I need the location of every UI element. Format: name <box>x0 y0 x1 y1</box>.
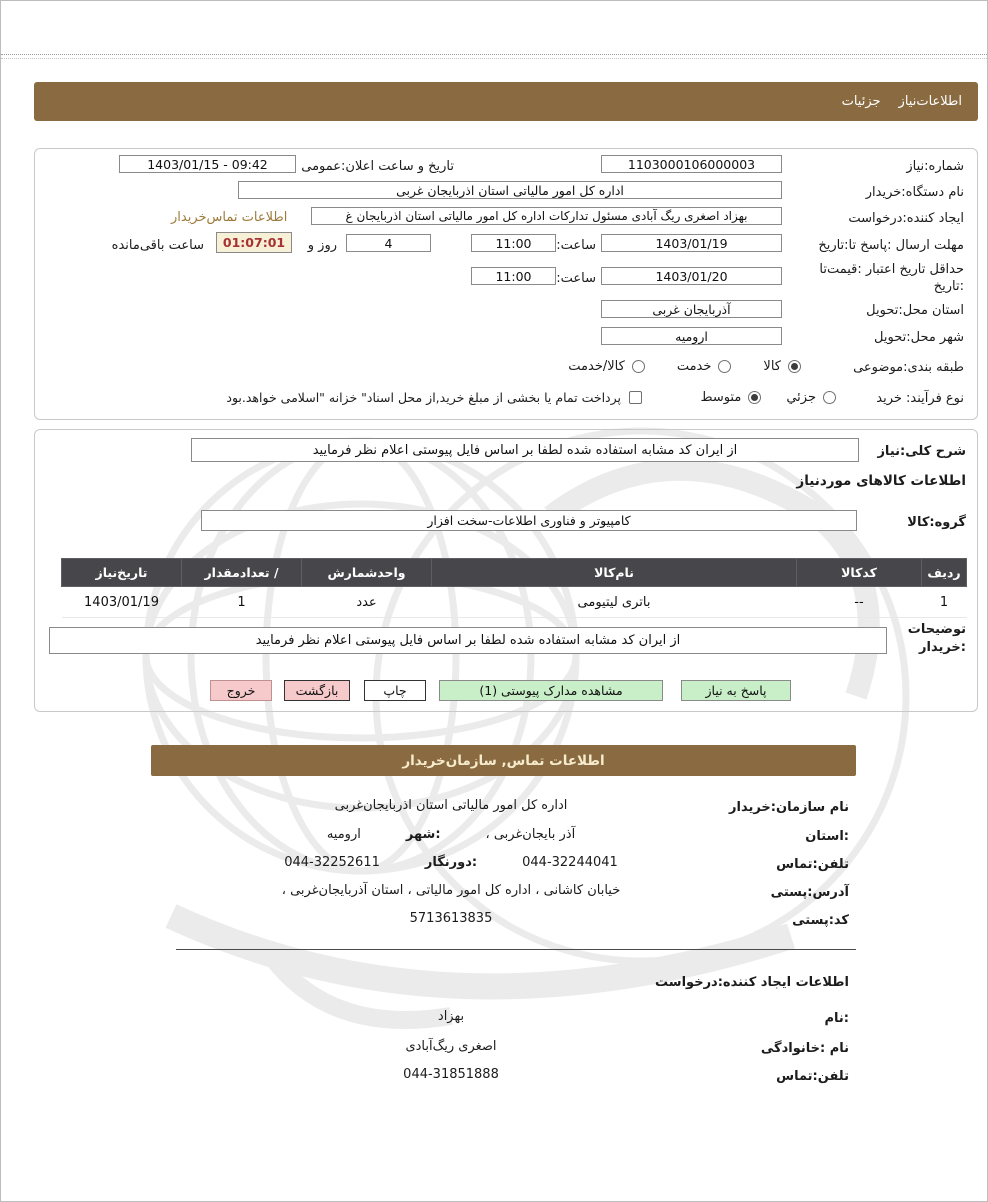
contact-section-header <box>151 745 856 776</box>
radio-icon[interactable] <box>788 360 801 373</box>
deadline-date-value: 1403/01/19 <box>655 235 728 251</box>
deadline-time-value: 11:00 <box>495 235 532 251</box>
contact-phone-label: تلفن:تماس <box>776 857 849 872</box>
delivery-province-label: استان محل:تحویل <box>866 303 964 318</box>
cell-unit: عدد <box>302 587 432 618</box>
contact-fax-value: 044-32252611 <box>284 855 380 870</box>
buyer-notes-value: از ایران کد مشابه استفاده شده لطفا بر اساس فایل پیوستی اعلام نظر فرمایید <box>255 633 681 648</box>
treasury-payment-option <box>226 390 642 405</box>
col-unit: واحدشمارش <box>302 559 432 587</box>
radio-icon[interactable] <box>748 391 761 404</box>
radio-icon[interactable] <box>718 360 731 373</box>
creator-phone-label: تلفن:تماس <box>776 1069 849 1084</box>
category-label: طبقه بندی:موضوعی <box>853 360 964 375</box>
buyer-notes-field[interactable] <box>49 627 887 654</box>
cell-quantity: 1 <box>182 587 302 618</box>
contact-province-row <box>201 827 701 842</box>
contact-org-label: نام سازمان:خریدار <box>729 800 849 815</box>
process-option-medium[interactable] <box>700 390 761 405</box>
tab-bar <box>34 82 978 121</box>
creator-field[interactable] <box>311 207 782 225</box>
items-table-header-row <box>62 559 967 587</box>
buyer-notes-label-line1: توضیحات <box>907 622 966 637</box>
announce-datetime-value: 1403/01/15 - 09:42 <box>147 156 268 172</box>
countdown-value: 01:07:01 <box>222 235 286 250</box>
creator-last-name-row <box>201 1039 701 1054</box>
delivery-city-value: ارومیه <box>675 328 708 344</box>
goods-group-value: کامپیوتر و فناوری اطلاعات-سخت افزار <box>427 513 631 528</box>
items-table <box>61 558 967 618</box>
summary-value: از ایران کد مشابه استفاده شده لطفا بر اساس فایل پیوستی اعلام نظر فرمایید <box>312 442 738 458</box>
countdown-timer <box>216 232 292 253</box>
radio-label: متوسط <box>700 390 742 405</box>
days-label: روز و <box>307 238 337 253</box>
goods-group-field[interactable] <box>201 510 857 531</box>
creator-phone-value: 044-31851888 <box>403 1067 499 1082</box>
items-section-heading: اطلاعات کالاهای موردنیاز <box>796 473 966 489</box>
delivery-province-value: آذربایجان غربی <box>652 301 731 317</box>
validity-date-field[interactable] <box>601 267 782 285</box>
request-creator-heading: اطلاعات ایجاد کننده:درخواست <box>655 975 849 990</box>
category-option-goods[interactable] <box>763 359 801 374</box>
radio-label: کالا/خدمت <box>568 359 625 374</box>
tab-need-info[interactable]: اطلاعات‌نیاز <box>898 94 962 109</box>
goods-group-label: گروه:کالا <box>907 515 966 530</box>
contact-city-label: :شهر <box>405 827 441 842</box>
contact-org-value: اداره کل امور مالیاتی استان اذربایجان‌غربی <box>334 798 568 813</box>
col-need-date: تاریخ‌نیاز <box>62 559 182 587</box>
contact-province-value: آذر بایجان‌غربی ، <box>485 827 576 842</box>
announce-datetime-label: تاریخ و ساعت اعلان:عمومی <box>301 159 454 174</box>
section-divider <box>176 949 856 950</box>
category-option-service[interactable] <box>677 359 732 374</box>
contact-province-label: :استان <box>805 829 849 844</box>
process-type-options <box>700 390 836 405</box>
treasury-checkbox-icon[interactable] <box>629 391 642 404</box>
remaining-days-value: 4 <box>384 235 393 251</box>
contact-header-title: اطلاعات تماس, سازمان‌خریدار <box>402 752 605 769</box>
contact-postal-value: 5713613835 <box>409 911 493 926</box>
col-row-no: ردیف <box>922 559 967 587</box>
creator-first-name-label: :نام <box>824 1011 849 1026</box>
validity-label-line2: :تاریخ <box>933 279 964 294</box>
col-quantity: / تعدادمقدار <box>182 559 302 587</box>
col-goods-name: نام‌کالا <box>432 559 797 587</box>
radio-icon[interactable] <box>632 360 645 373</box>
view-attachments-button[interactable]: مشاهده مدارک پیوستی (1) <box>439 680 663 701</box>
creator-value: بهزاد اصغری ریگ آبادی مسئول تدارکات اداره کل امور مالیاتی استان اذربایجان غ <box>345 209 748 223</box>
tab-details[interactable]: جزئیات <box>841 94 881 109</box>
hours-remaining-label: ساعت باقی‌مانده <box>111 238 204 253</box>
creator-last-name-value: اصغری ریگ‌آبادی <box>405 1039 497 1054</box>
validity-date-value: 1403/01/20 <box>655 268 728 284</box>
radio-label: جزئي <box>786 390 816 405</box>
contact-address-label: آدرس:پستی <box>770 885 849 900</box>
contact-postal-row <box>201 911 701 926</box>
summary-label: شرح کلی:نیاز <box>877 444 966 459</box>
buyer-notes-label-line2: :خریدار <box>919 640 966 655</box>
delivery-province-field[interactable] <box>601 300 782 318</box>
exit-button[interactable]: خروج <box>210 680 272 701</box>
category-options <box>568 359 801 374</box>
creator-phone-row <box>201 1067 701 1082</box>
col-goods-code: کدکالا <box>797 559 922 587</box>
reply-to-need-button[interactable]: پاسخ به نیاز <box>681 680 791 701</box>
radio-icon[interactable] <box>823 391 836 404</box>
summary-field[interactable] <box>191 438 859 462</box>
delivery-city-label: شهر محل:تحویل <box>874 330 964 345</box>
contact-postal-label: کد:پستی <box>792 913 849 928</box>
process-type-label: نوع فرآیند: خرید <box>876 391 964 406</box>
validity-time-field[interactable] <box>471 267 556 285</box>
cell-goods-name: باتری لیتیومی <box>432 587 797 618</box>
buyer-org-field[interactable] <box>238 181 782 199</box>
buyer-org-label: نام دستگاه:خریدار <box>865 185 964 200</box>
radio-label: خدمت <box>676 359 712 374</box>
delivery-city-field[interactable] <box>601 327 782 345</box>
print-button[interactable]: چاپ <box>364 680 426 701</box>
contact-city-value: ارومیه <box>326 827 361 842</box>
creator-first-name-row <box>201 1009 701 1024</box>
announce-datetime-field[interactable] <box>119 155 296 173</box>
contact-address-value: خیابان کاشانی ، اداره کل امور مالیاتی ، استان آذربایجان‌غربی ، <box>281 883 621 898</box>
validity-time-value: 11:00 <box>495 268 532 284</box>
contact-fax-label: :دورنگار <box>424 855 478 870</box>
validity-label-line1: حداقل تاریخ اعتبار :قیمت‌تا <box>819 262 964 277</box>
contact-phone-row <box>201 855 701 870</box>
deadline-date-field[interactable] <box>601 234 782 252</box>
validity-hour-label: ساعت: <box>556 271 596 286</box>
buyer-contact-link[interactable]: اطلاعات تماس‌خریدار <box>171 210 288 225</box>
radio-label: کالا <box>763 359 781 374</box>
category-option-goods-service[interactable] <box>568 359 645 374</box>
cell-row-no: 1 <box>922 587 967 618</box>
cell-need-date-value: 1403/01/19 <box>84 594 159 610</box>
process-option-minor[interactable] <box>786 390 836 405</box>
treasury-checkbox-label: پرداخت تمام یا بخشی از مبلغ خرید,از محل اسناد" خزانه "اسلامی خواهد.بود <box>226 390 621 405</box>
table-row <box>62 587 967 618</box>
need-number-field[interactable] <box>601 155 782 173</box>
back-button[interactable]: بازگشت <box>284 680 350 701</box>
need-number-value: 1103000106000003 <box>627 156 756 172</box>
cell-need-date <box>62 587 182 618</box>
contact-address-row <box>201 883 701 898</box>
buyer-org-value: اداره کل امور مالیاتی استان اذربایجان غربی <box>396 182 624 198</box>
deadline-hour-label: ساعت: <box>556 238 596 253</box>
top-separator <box>1 54 987 59</box>
remaining-days-field[interactable] <box>346 234 431 252</box>
deadline-label: مهلت ارسال :پاسخ تا:تاریخ <box>818 238 964 253</box>
creator-first-name-value: بهزاد <box>437 1009 465 1024</box>
contact-phone-value: 044-32244041 <box>522 855 618 870</box>
deadline-time-field[interactable] <box>471 234 556 252</box>
creator-label: ایجاد کننده:درخواست <box>848 211 964 226</box>
need-number-label: شماره:نیاز <box>906 159 964 174</box>
contact-org-row <box>201 798 701 813</box>
creator-last-name-label: نام :خانوادگی <box>760 1041 849 1056</box>
cell-goods-code: -- <box>797 587 922 618</box>
